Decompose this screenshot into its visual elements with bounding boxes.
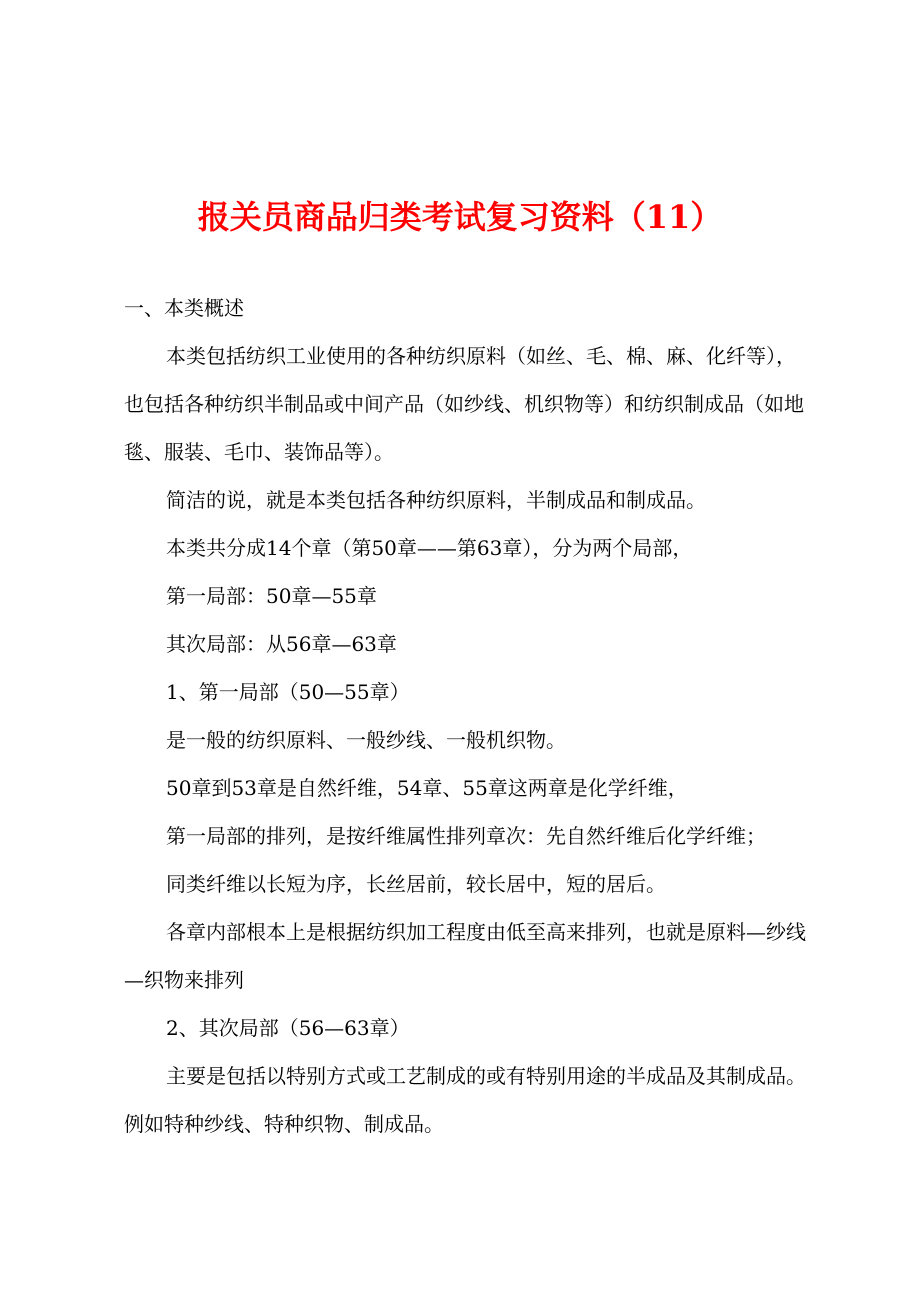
paragraph: 50章到53章是自然纤维，54章、55章这两章是化学纤维， <box>166 776 688 800</box>
paragraph: 各章内部根本上是根据纺织加工程度由低至高来排列，也就是原料—纱线—织物来排列 <box>124 920 806 992</box>
paragraph-subheading: 2、其次局部（56—63章） <box>166 1016 410 1040</box>
paragraph: 第一局部的排列，是按纤维属性排列章次：先自然纤维后化学纤维； <box>166 824 766 848</box>
paragraph-section-heading: 一、本类概述 <box>124 296 244 320</box>
paragraph: 本类共分成14个章（第50章——第63章），分为两个局部， <box>166 536 693 560</box>
document-body <box>124 284 814 1148</box>
paragraph: 简洁的说，就是本类包括各种纺织原料，半制成品和制成品。 <box>166 488 706 512</box>
paragraph: 是一般的纺织原料、一般纱线、一般机织物。 <box>166 728 566 752</box>
document-title: 报关员商品归类考试复习资料（11） <box>197 198 723 236</box>
paragraph: 同类纤维以长短为序，长丝居前，较长居中，短的居后。 <box>166 872 666 896</box>
paragraph: 本类包括纺织工业使用的各种纺织原料（如丝、毛、棉、麻、化纤等），也包括各种纺织半制品或中间产品（如纱线、机织物等）和纺织制成品（如地毯、服装、毛巾、装饰品等）。 <box>124 344 804 464</box>
paragraph: 第一局部：50章—55章 <box>166 584 377 608</box>
paragraph: 其次局部：从56章—63章 <box>166 632 397 656</box>
paragraph-subheading: 1、第一局部（50—55章） <box>166 680 410 704</box>
paragraph: 主要是包括以特别方式或工艺制成的或有特别用途的半成品及其制成品。例如特种纱线、特种织物、制成品。 <box>124 1064 806 1136</box>
